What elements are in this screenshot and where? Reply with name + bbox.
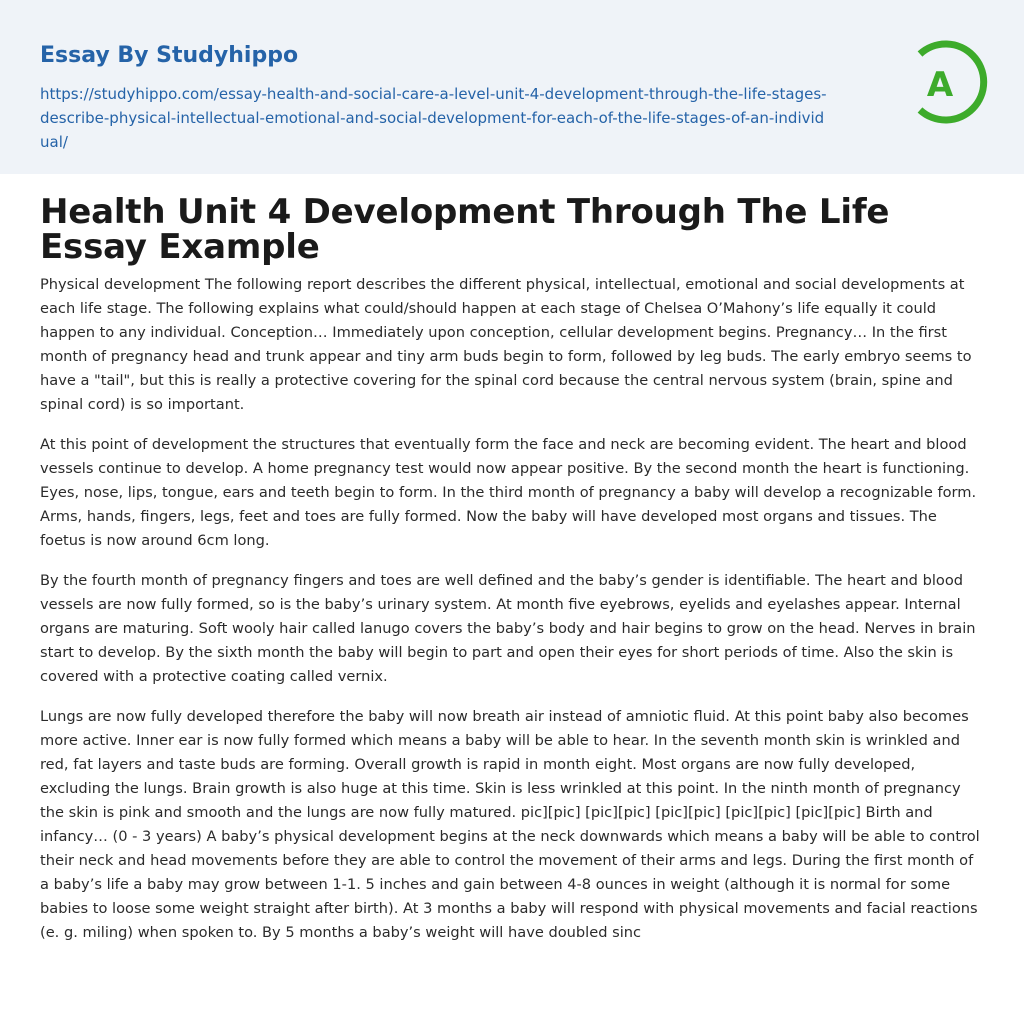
essay-paragraph: Lungs are now fully developed therefore the baby will now breath air instead of amniotic fluid. At this point baby also becomes more active. Inner ear is now fully formed which means a baby will be able to hear. In the seventh month skin is wrinkled and red, fat layers and taste buds are forming. Overall growth is rapid in month eight. Most organs are now fully developed, excluding the lungs. Brain growth is also huge at this time. Skin is less wrinkled at this point. In the ninth month of pregnancy the skin is pink and smooth and the lungs are now fully matured. pic][pic] [pic][pic] [pic][pic] [pic][pic] [pic][pic] Birth and infancy… (0 - 3 years) A baby’s physical development begins at the neck downwards which means a baby will be able to control their neck and head movements before they are able to control the movement of their arms and legs. During the first month of a baby’s life a baby may grow between 1-1. 5 inches and gain between 4-8 ounces in weight (although it is normal for some babies to loose some weight straight after birth). At 3 months a baby will respond with physical movements and facial reactions (e. g. miling) when spoken to. By 5 months a baby’s weight will have doubled sinc xyxy=(40,708,980,941)
essay-paragraph: By the fourth month of pregnancy fingers and toes are well defined and the baby’s gender is identifiable. The heart and blood vessels are now fully formed, so is the baby’s urinary system. At month five eyebrows, eyelids and eyelashes appear. Internal organs are maturing. Soft wooly hair called lanugo covers the baby’s body and hair begins to grow on the head. Nerves in brain start to develop. By the sixth month the baby will begin to part and open their eyes for short periods of time. Also the skin is covered with a protective coating called vernix. xyxy=(40,572,976,685)
essay-title: Health Unit 4 Development Through The Life Essay Example xyxy=(40,192,890,267)
logo-letter: A xyxy=(926,65,954,105)
site-brand[interactable]: Essay By Studyhippo xyxy=(40,43,299,68)
site-header xyxy=(0,0,1024,174)
studyhippo-logo[interactable] xyxy=(912,40,988,130)
source-url-link[interactable]: https://studyhippo.com/essay-health-and-social-care-a-level-unit-4-development-through-the-life-stages-describe-physical-intellectual-emotional-and-social-development-for-each-of-the-life-stages-of-an-individual/ xyxy=(40,85,827,151)
essay-body xyxy=(40,273,985,961)
logo-ring-icon xyxy=(912,40,988,130)
essay-paragraph: At this point of development the structures that eventually form the face and neck are becoming evident. The heart and blood vessels continue to develop. A home pregnancy test would now appear positive. By the second month the heart is functioning. Eyes, nose, lips, tongue, ears and teeth begin to form. In the third month of pregnancy a baby will develop a recognizable form. Arms, hands, fingers, legs, feet and toes are fully formed. Now the baby will have developed most organs and tissues. The foetus is now around 6cm long. xyxy=(40,436,977,549)
essay-paragraph: Physical development The following report describes the different physical, intellectual, emotional and social developments at each life stage. The following explains what could/should happen at each stage of Chelsea O’Mahony’s life equally it could happen to any individual. Conception… Immediately upon conception, cellular development begins. Pregnancy… In the first month of pregnancy head and trunk appear and tiny arm buds begin to form, followed by leg buds. The early embryo seems to have a "tail", but this is really a protective covering for the spinal cord because the central nervous system (brain, spine and spinal cord) is so important. xyxy=(40,276,972,413)
